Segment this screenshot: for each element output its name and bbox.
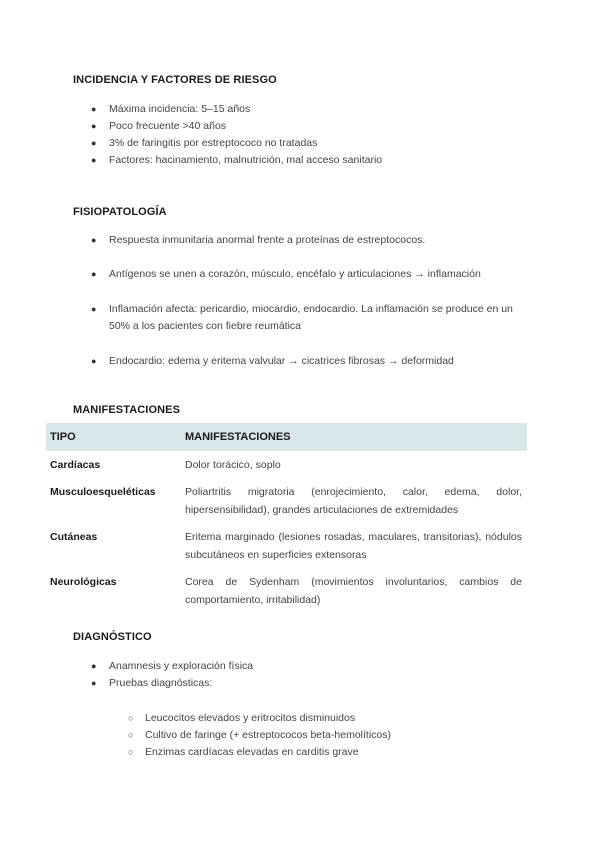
- section-title-fisiopatologia: FISIOPATOLOGÍA: [73, 206, 167, 218]
- bullet-icon: ●: [91, 304, 97, 314]
- table-cell-tipo: Musculoesqueléticas: [50, 486, 156, 498]
- bullet-icon: ●: [91, 269, 97, 279]
- hollow-bullet-icon: ○: [128, 730, 134, 740]
- bullet-icon: ●: [91, 678, 97, 688]
- bullet-icon: ●: [91, 104, 97, 114]
- table-header-tipo: TIPO: [50, 431, 76, 443]
- bullet-icon: ●: [91, 138, 97, 148]
- table-cell-manifestacion: Corea de Sydenham (movimientos involuntarios, cambios de comportamiento, irritabilidad): [185, 576, 522, 606]
- bullet-icon: ●: [91, 661, 97, 671]
- bullet-icon: ●: [91, 235, 97, 245]
- section-title-manifestaciones: MANIFESTACIONES: [73, 404, 181, 416]
- table-cell-manifestacion: Poliartritis migratoria (enrojecimiento, calor, edema, dolor, hipersensibilidad), grandes articulaciones de extremidades: [185, 486, 522, 516]
- bullet-icon: ●: [91, 356, 97, 366]
- hollow-bullet-icon: ○: [128, 713, 134, 723]
- section-title-incidencia: INCIDENCIA Y FACTORES DE RIESGO: [73, 74, 277, 86]
- section-title-diagnostico: DIAGNÓSTICO: [73, 631, 152, 643]
- table-cell-tipo: Cardíacas: [50, 459, 101, 471]
- bullet-icon: ●: [91, 121, 97, 131]
- bullet-icon: ●: [91, 155, 97, 165]
- table-cell-manifestacion: Eritema marginado (lesiones rosadas, maculares, transitorias), nódulos subcutáneos en superficies extensoras: [185, 531, 522, 561]
- table-cell-tipo: Neurológicas: [50, 576, 117, 588]
- hollow-bullet-icon: ○: [128, 747, 134, 757]
- table-cell-tipo: Cutáneas: [50, 531, 98, 543]
- table-header-manifestaciones: MANIFESTACIONES: [185, 431, 291, 443]
- table-cell-manifestacion: Dolor torácico, soplo: [185, 459, 281, 471]
